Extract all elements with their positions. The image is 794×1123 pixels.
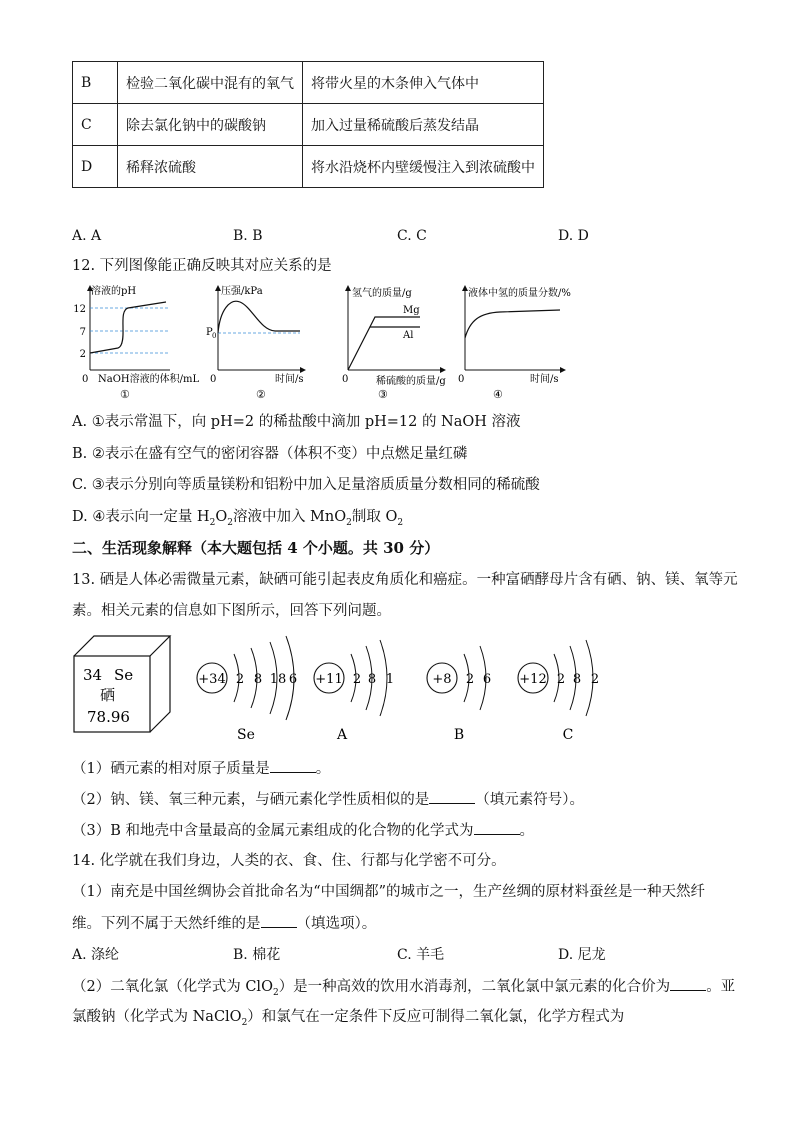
q14-choice-d: D. 尼龙 — [558, 947, 606, 963]
graph-1-ytick: 12 — [73, 304, 86, 315]
graph-1-ytick: 7 — [79, 327, 86, 338]
q14-choice-b: B. 棉花 — [233, 947, 281, 963]
choice-a: A. A — [72, 228, 102, 244]
q13-stem-line2: 素。相关元素的信息如下图所示，回答下列问题。 — [72, 603, 391, 619]
q13-sub2: （2）钠、镁、氧三种元素，与硒元素化学性质相似的是 （填元素符号）。 — [72, 789, 584, 810]
svg-text:6: 6 — [288, 672, 298, 687]
svg-text:8: 8 — [367, 672, 377, 687]
svg-text:8: 8 — [572, 672, 582, 687]
graph-1-origin: 0 — [82, 374, 89, 385]
answer-blank[interactable] — [474, 820, 520, 835]
atom-label: B — [453, 727, 465, 743]
svg-text:+11: +11 — [315, 672, 343, 687]
q12-option-d: D. ④表示向一定量 $H_2O_2$溶液中加入 MnO$_2$制取 $O_2$ — [72, 509, 404, 528]
graph-4-number: ④ — [493, 388, 503, 401]
table-cell-method: 加入过量稀硫酸后蒸发结晶 — [303, 104, 544, 146]
svg-text:+8: +8 — [432, 672, 452, 687]
q14-choice-c: C. 羊毛 — [397, 947, 445, 963]
svg-text:+12: +12 — [519, 672, 547, 687]
svg-text:2: 2 — [352, 672, 362, 687]
table-row — [73, 146, 544, 188]
graph-1-ylabel: 溶液的pH — [91, 286, 137, 297]
graph-4-xlabel: 时间/s — [530, 374, 559, 385]
table-cell-item: 稀释浓硫酸 — [118, 146, 303, 188]
svg-text:2: 2 — [235, 672, 245, 687]
atom-label: A — [336, 727, 348, 743]
table-row — [73, 104, 544, 146]
atom-label: Se — [237, 727, 255, 743]
graph-2-p0: P — [206, 327, 213, 338]
choice-c: C. C — [397, 228, 427, 244]
q12-option-c: C. ③表示分别向等质量镁粉和铝粉中加入足量溶质质量分数相同的稀硫酸 — [72, 477, 540, 493]
graph-3-origin: 0 — [342, 374, 349, 385]
element-name: 硒 — [100, 686, 116, 704]
q14-sub1-line1: （1）南充是中国丝绸协会首批命名为“中国绸都”的城市之一，生产丝绸的原材料蚕丝是一种天然纤 — [72, 884, 706, 900]
graph-2 — [206, 285, 305, 401]
table-cell-item: 检验二氧化碳中混有的氧气 — [118, 62, 303, 104]
q14-choice-a: A. 涤纶 — [72, 947, 120, 963]
q14-stem: 14. 化学就在我们身边，人类的衣、食、住、行都与化学密不可分。 — [72, 853, 506, 869]
svg-text:2: 2 — [556, 672, 566, 687]
graph-3 — [342, 286, 446, 401]
graph-3-ylabel: 氢气的质量/g — [352, 288, 412, 299]
atom-a — [314, 640, 394, 743]
table-cell-label: B — [73, 62, 118, 104]
q14-sub2-line1: （2）二氧化氯（化学式为 ClO$_2$）是一种高效的饮用水消毒剂，二氧化氯中氯元素的化合价为 。亚 — [72, 976, 735, 1003]
q13-sub3: （3）B 和地壳中含量最高的金属元素组成的化合物的化学式为 。 — [72, 820, 534, 841]
graph-4 — [458, 286, 571, 401]
graph-3-line1: Mg — [403, 305, 420, 316]
question-12-stem: 12. 下列图像能正确反映其对应关系的是 — [72, 258, 332, 274]
svg-text:2: 2 — [590, 672, 600, 687]
q13-stem-line1: 13. 硒是人体必需微量元素，缺硒可能引起表皮角质化和癌症。一种富硒酵母片含有硒、钠、镁、氧等元 — [72, 572, 738, 588]
graph-2-ylabel: 压强/kPa — [221, 286, 263, 297]
graph-1-number: ① — [120, 388, 130, 401]
graph-3-line2: Al — [403, 330, 414, 341]
graph-1-xlabel: NaOH溶液的体积/mL — [98, 374, 200, 385]
atom-c — [518, 640, 599, 743]
svg-text:6: 6 — [482, 672, 492, 687]
svg-text:+34: +34 — [198, 672, 226, 687]
choice-b: B. B — [233, 228, 263, 244]
graph-4-origin: 0 — [458, 374, 465, 385]
q12-option-b: B. ②表示在盛有空气的密闭容器（体积不变）中点燃足量红磷 — [72, 446, 468, 462]
svg-text:1: 1 — [385, 672, 395, 687]
element-number: 34 — [83, 666, 103, 684]
atom-se — [197, 636, 297, 743]
choice-d: D. D — [558, 228, 589, 244]
graph-2-number: ② — [256, 388, 266, 401]
svg-text:8: 8 — [253, 672, 263, 687]
q12-graphs — [60, 280, 580, 402]
table-cell-method: 将水沿烧杯内壁缓慢注入到浓硫酸中 — [303, 146, 544, 188]
q14-sub1-line2: 维。下列不属于天然纤维的是 （填选项）。 — [72, 913, 376, 934]
options-table — [72, 61, 544, 188]
q12-option-a: A. ①表示常温下，向 pH=2 的稀盐酸中滴加 pH=12 的 NaOH 溶液 — [72, 414, 521, 430]
element-card — [74, 636, 170, 732]
atom-label: C — [562, 727, 574, 743]
element-symbol: Se — [114, 666, 134, 684]
answer-blank[interactable] — [270, 758, 316, 773]
answer-blank[interactable] — [261, 913, 297, 928]
table-cell-label: D — [73, 146, 118, 188]
q14-sub2-line2: 氯酸钠（化学式为 NaClO$_2$）和氯气在一定条件下反应可制得二氧化氯，化学方程式为 — [72, 1009, 625, 1028]
table-row — [73, 62, 544, 104]
graph-4-ylabel: 液体中氢的质量分数/% — [468, 288, 571, 299]
graph-2-xlabel: 时间/s — [275, 374, 304, 385]
svg-text:18: 18 — [269, 672, 287, 687]
graph-2-p0-sub: 0 — [212, 332, 217, 340]
graph-3-number: ③ — [378, 388, 388, 401]
answer-blank[interactable] — [429, 789, 475, 804]
atom-b — [427, 646, 491, 743]
q13-sub1: （1）硒元素的相对原子质量是 。 — [72, 758, 330, 779]
svg-text:2: 2 — [465, 672, 475, 687]
graph-1-ytick: 2 — [79, 349, 86, 360]
element-mass: 78.96 — [87, 708, 130, 726]
q13-atom-figure — [70, 632, 610, 750]
table-cell-label: C — [73, 104, 118, 146]
table-cell-method: 将带火星的木条伸入气体中 — [303, 62, 544, 104]
table-cell-item: 除去氯化钠中的碳酸钠 — [118, 104, 303, 146]
graph-3-xlabel: 稀硫酸的质量/g — [376, 376, 446, 387]
answer-blank[interactable] — [670, 976, 706, 991]
graph-1 — [73, 284, 199, 401]
graph-2-origin: 0 — [210, 374, 217, 385]
section-2-heading: 二、生活现象解释（本大题包括 4 个小题。共 30 分） — [72, 539, 440, 557]
